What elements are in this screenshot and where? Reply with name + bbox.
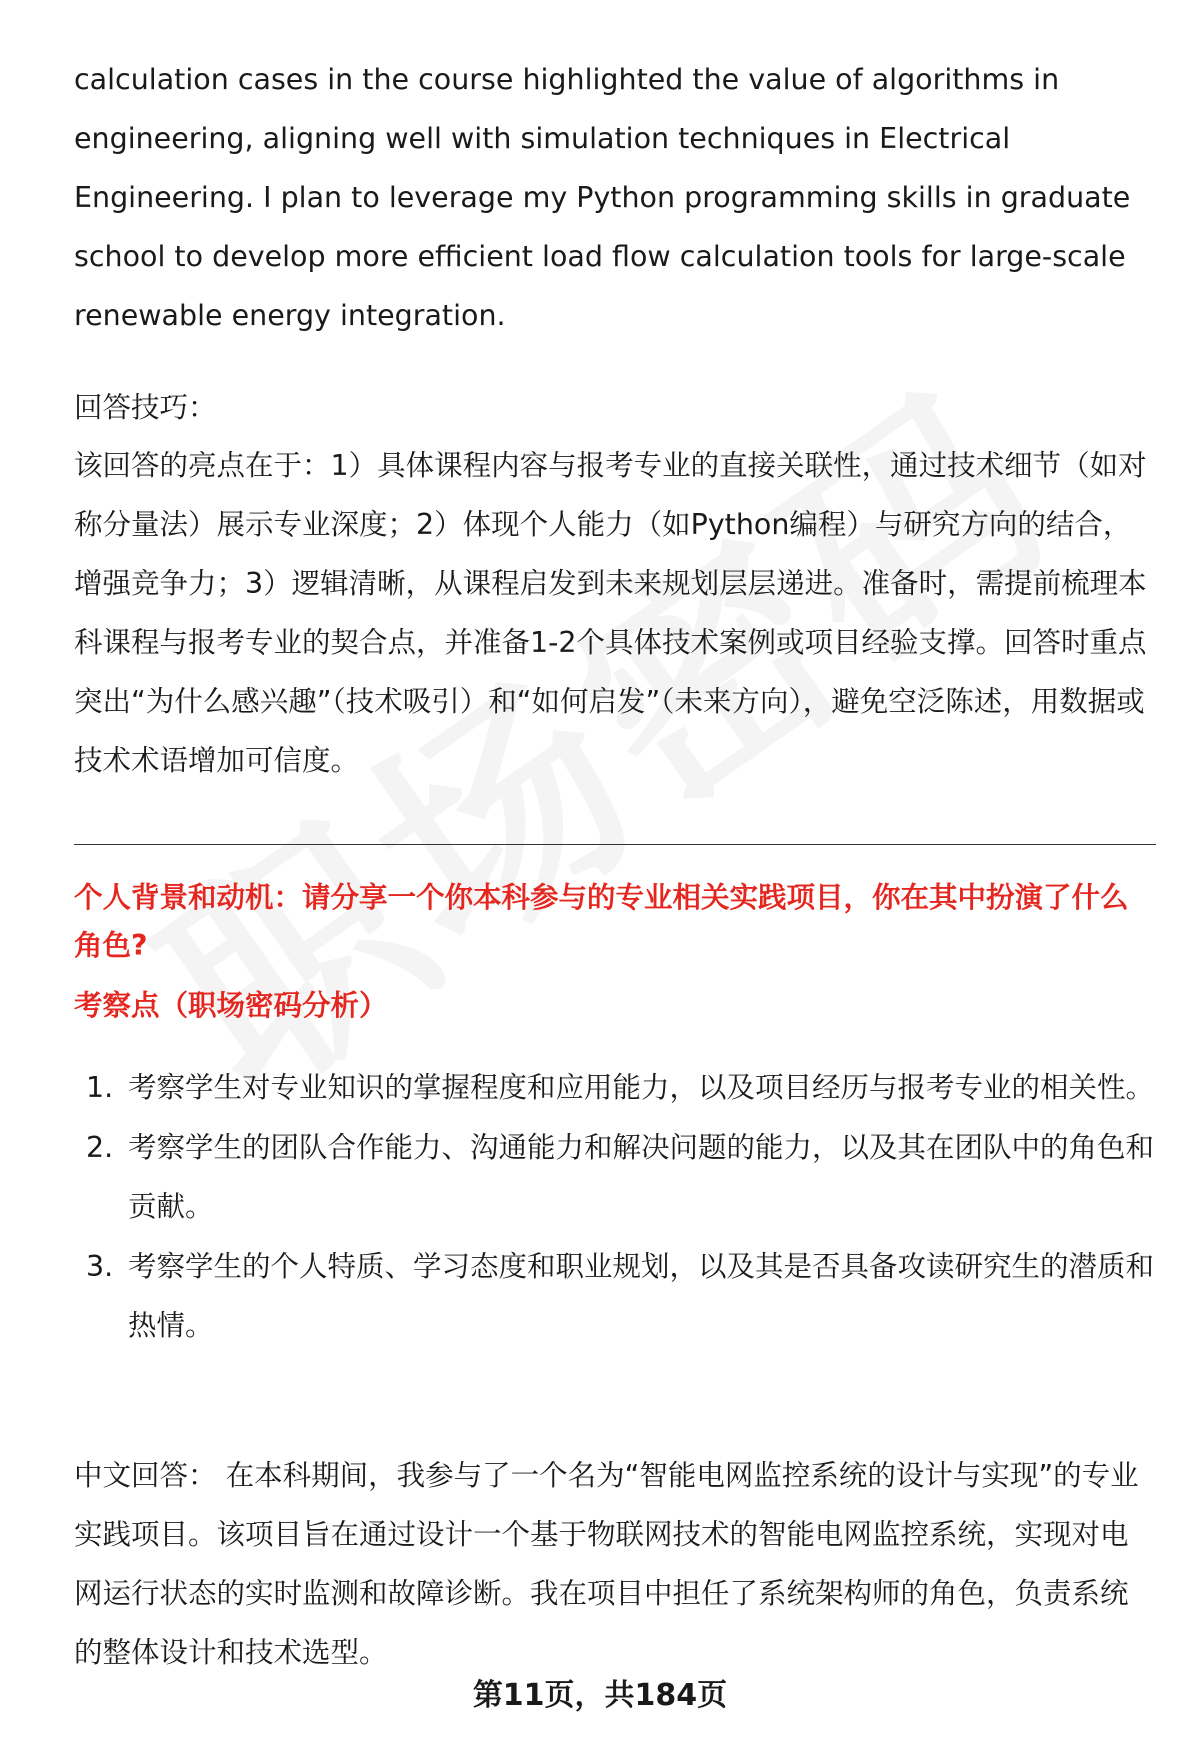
list-item-text: 考察学生对专业知识的掌握程度和应用能力，以及项目经历与报考专业的相关性。	[128, 1071, 1155, 1104]
list-item	[74, 1237, 1154, 1355]
question-title: 个人背景和动机：请分享一个你本科参与的专业相关实践项目，你在其中扮演了什么角色?	[74, 881, 1129, 962]
section-divider	[74, 844, 1156, 845]
assessment-points-list	[74, 1058, 1154, 1356]
page-number: 第11页，共184页	[472, 1678, 728, 1713]
list-item-text: 考察学生的个人特质、学习态度和职业规划，以及其是否具备攻读研究生的潜质和热情。	[128, 1250, 1155, 1342]
tips-title: 回答技巧：	[74, 391, 217, 424]
list-item	[74, 1058, 1154, 1117]
answer-text: 在本科期间，我参与了一个名为“智能电网监控系统的设计与实现”的专业实践项目。该项目旨在通过设计一个基于物联网技术的智能电网监控系统，实现对电网运行状态的实时监测和故障诊断。我在项目中担任了系统架构师的角色，负责系统的整体设计和技术选型。	[74, 1459, 1139, 1669]
list-item-number: 1.	[86, 1071, 114, 1104]
tips-body: 该回答的亮点在于：1）具体课程内容与报考专业的直接关联性，通过技术细节（如对称分量法）展示专业深度；2）体现个人能力（如Python编程）与研究方向的结合，增强竞争力；3）逻辑清晰，从课程启发到未来规划层层递进。准备时，需提前梳理本科课程与报考专业的契合点，并准备1-2个具体技术案例或项目经验支撑。回答时重点突出“为什么感兴趣”（技术吸引）和“如何启发”（未来方向），避免空泛陈述，用数据或技术术语增加可信度。	[74, 449, 1147, 777]
list-item	[74, 1118, 1154, 1236]
answer-label: 中文回答：	[74, 1459, 217, 1492]
english-paragraph: calculation cases in the course highlighted the value of algorithms in engineering, aligning well with simulation techniques in Electrical Engineering. I plan to leverage my Python programming skills in graduate school to develop more efficient load flow calculation tools for large-scale renewable energy integration.	[74, 63, 1131, 332]
chinese-answer	[74, 1446, 1150, 1682]
list-item-number: 3.	[86, 1250, 114, 1283]
list-item-number: 2.	[86, 1131, 114, 1164]
list-item-text: 考察学生的团队合作能力、沟通能力和解决问题的能力，以及其在团队中的角色和贡献。	[128, 1131, 1155, 1223]
question-subtitle: 考察点（职场密码分析）	[74, 989, 388, 1022]
